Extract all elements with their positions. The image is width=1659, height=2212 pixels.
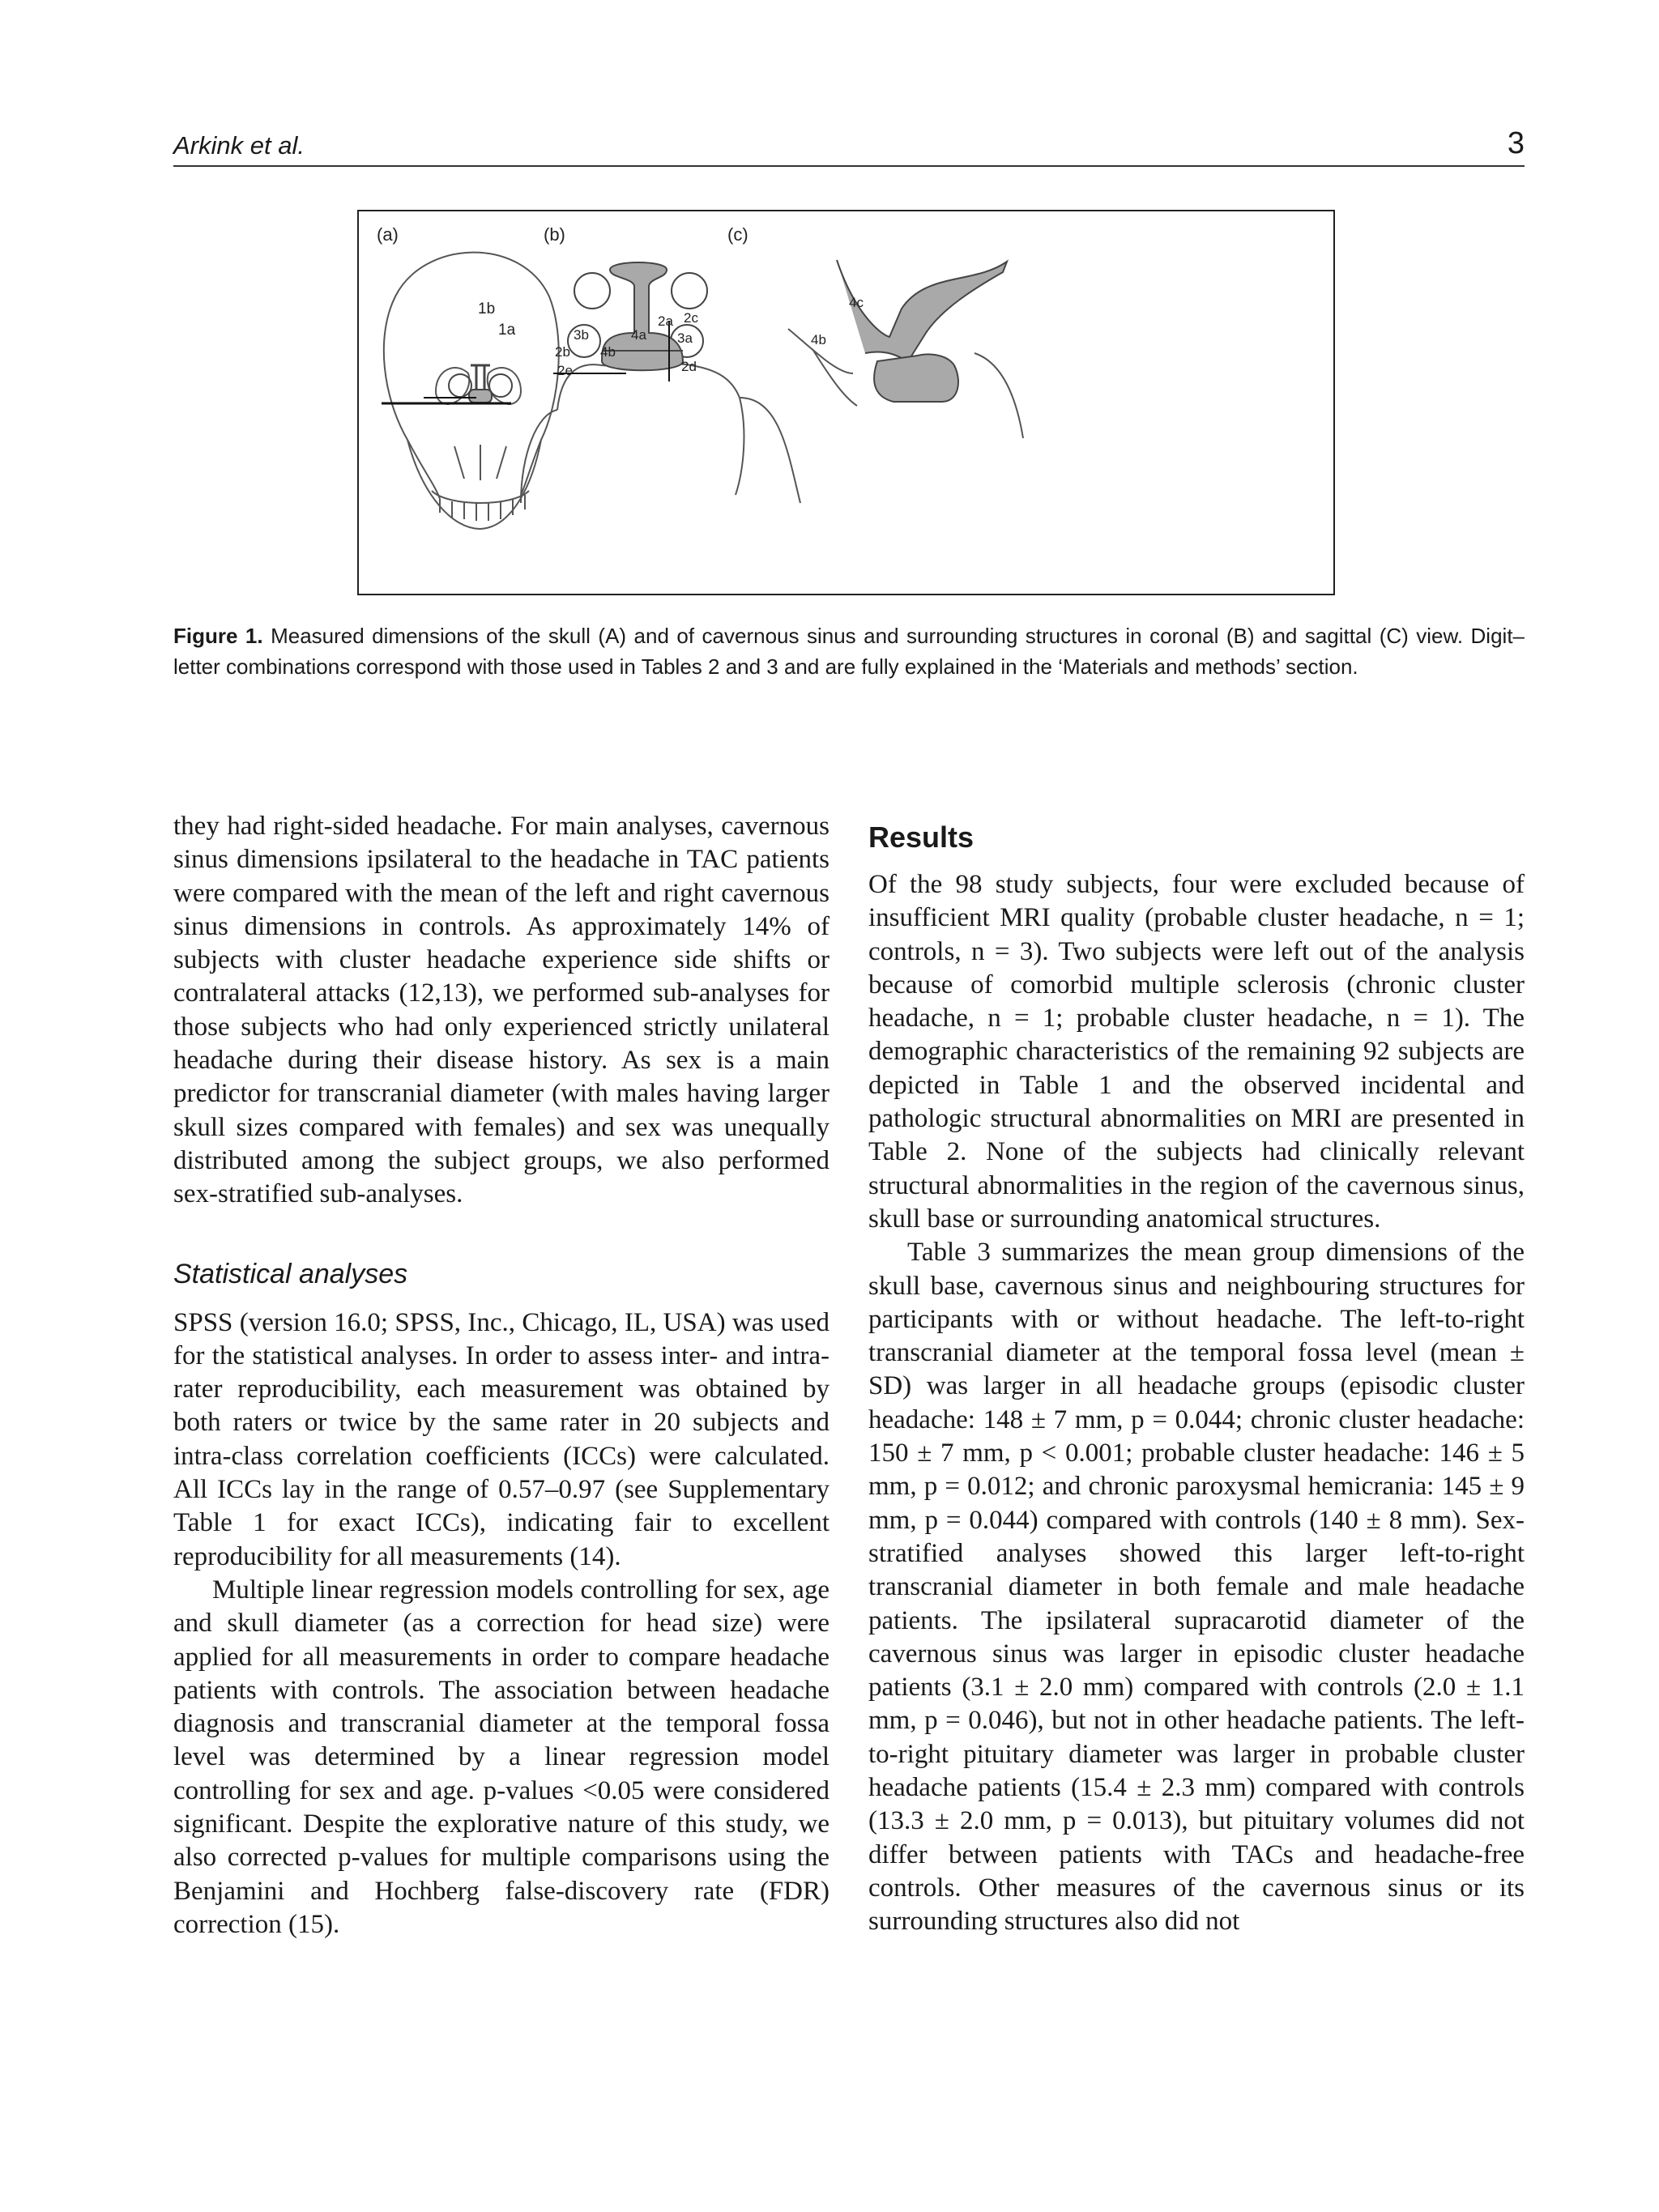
panel-b-annotation-2c: 2c: [684, 310, 698, 326]
figure-caption-text: Measured dimensions of the skull (A) and of cavernous sinus and surrounding structures in coronal (B) and sagittal (C) view. Digit–letter combinations correspond with those used in Tables 2 and 3 and are fully explained in the ‘Materials and methods’ section.: [173, 624, 1525, 679]
left-paragraph-3: Multiple linear regression models controlling for sex, age and skull diameter (as a correction for head size) were applied for all measurements in order to compare headache patients with controls. The association between headache diagnosis and transcranial diameter at the temporal fossa level was determined by a linear regression model controlling for sex and age. p-values <0.05 were considered significant. Despite the explorative nature of this study, we also corrected p-values for multiple comparisons using the Benjamini and Hochberg false-discovery rate (FDR) correction (15).: [173, 1575, 830, 1939]
panel-b-annotation-2a: 2a: [658, 313, 673, 329]
results-heading: Results: [868, 820, 975, 854]
right-column: [868, 810, 1525, 1939]
panel-b-annotation-4b: 4b: [600, 344, 616, 360]
panel-a-pituitary: [469, 390, 492, 403]
panel-a-label: (a): [377, 224, 399, 245]
figure-1: [357, 210, 1335, 595]
right-paragraph-2: Table 3 summarizes the mean group dimensions of the skull base, cavernous sinus and neighbouring structures for participants with or without headache. The left-to-right transcranial diameter at the temporal fossa level (mean ± SD) was larger in all headache groups (episodic cluster headache: 148 ± 7 mm, p = 0.044; chronic cluster headache: 150 ± 7 mm, p < 0.001; probable cluster headache: 146 ± 5 mm, p = 0.012; and chronic paroxysmal hemicrania: 145 ± 9 mm, p = 0.044) compared with controls (140 ± 8 mm). Sex-stratified analyses showed this larger left-to-right transcranial diameter in both female and male headache patients. The ipsilateral supracarotid diameter of the cavernous sinus was larger in episodic cluster headache patients (3.1 ± 2.0 mm) compared with controls (2.0 ± 1.1 mm, p = 0.046), but not in other headache patients. The left-to-right pituitary diameter was larger in probable cluster headache patients (15.4 ± 2.3 mm) compared with controls (13.3 ± 2.0 mm, p = 0.013), but pituitary volumes did not differ between patients with TACs and headache-free controls. Other measures of the cavernous sinus or its surrounding structures also did not: [868, 1238, 1525, 1937]
panel-b-annotation-4a: 4a: [631, 327, 646, 343]
panel-b-coronal-drawing: [521, 262, 800, 503]
panel-a-right-foramen: [489, 374, 512, 397]
panel-c-annotation-4b: 4b: [811, 332, 826, 347]
page-number: 3: [1507, 126, 1525, 160]
panel-b-annotation-3b: 3b: [574, 327, 589, 343]
panel-b-annotation-3a: 3a: [677, 330, 693, 346]
statistical-analyses-heading: Statistical analyses: [173, 1258, 408, 1289]
figure-caption: [173, 620, 1525, 682]
panel-a-annotation-1a: 1a: [498, 322, 516, 339]
panel-b-annotation-2b: 2b: [555, 344, 570, 360]
left-column: [173, 810, 830, 1941]
panel-b-annotation-2e: 2e: [557, 363, 573, 378]
running-header: [173, 126, 1525, 165]
figure-1-illustration: [359, 211, 1333, 594]
header-divider: [173, 165, 1525, 167]
panel-c-annotation-4c: 4c: [849, 295, 864, 310]
panel-a-annotation-1b: 1b: [478, 300, 496, 318]
left-paragraph-1: they had right-sided headache. For main analyses, cavernous sinus dimensions ipsilateral to the headache in TAC patients were compared with the mean of the left and right cavernous sinus dimensions in controls. As approximately 14% of subjects with cluster headache experience side shifts or contralateral attacks (12,13), we performed sub-analyses for those subjects who had only experienced strictly unilateral headache during their disease history. As sex is a main predictor for transcranial diameter (with males having larger skull sizes compared with females) and sex was unequally distributed among the subject groups, we also performed sex-stratified sub-analyses.: [173, 812, 830, 1209]
panel-b-label: (b): [544, 224, 565, 245]
right-paragraph-1: Of the 98 study subjects, four were excluded because of insufficient MRI quality (probable cluster headache, n = 1; controls, n = 3). Two subjects were left out of the analysis because of comorbid multiple sclerosis (chronic cluster headache, n = 1; probable cluster headache, n = 1). The demographic characteristics of the remaining 92 subjects are depicted in Table 1 and the observed incidental and pathologic structural abnormalities on MRI are presented in Table 2. None of the subjects had clinically relevant structural abnormalities in the region of the cavernous sinus, skull base or surrounding anatomical structures.: [868, 870, 1525, 1234]
left-paragraph-2: SPSS (version 16.0; SPSS, Inc., Chicago, IL, USA) was used for the statistical analyses. In order to assess inter- and intra-rater reproducibility, each measurement was obtained by both raters or twice by the same rater in 20 subjects and intra-class correlation coefficients (ICCs) were calculated. All ICCs lay in the range of 0.57–0.97 (see Supplementary Table 1 for exact ICCs), indicating fair to excellent reproducibility for all measurements (14).: [173, 1307, 830, 1571]
figure-caption-label: Figure 1.: [173, 624, 263, 648]
panel-c-label: (c): [727, 224, 748, 245]
panel-b-annotation-2d: 2d: [681, 359, 697, 374]
panel-c-sagittal-drawing: [788, 260, 1023, 438]
running-header-authors: Arkink et al.: [173, 131, 305, 160]
